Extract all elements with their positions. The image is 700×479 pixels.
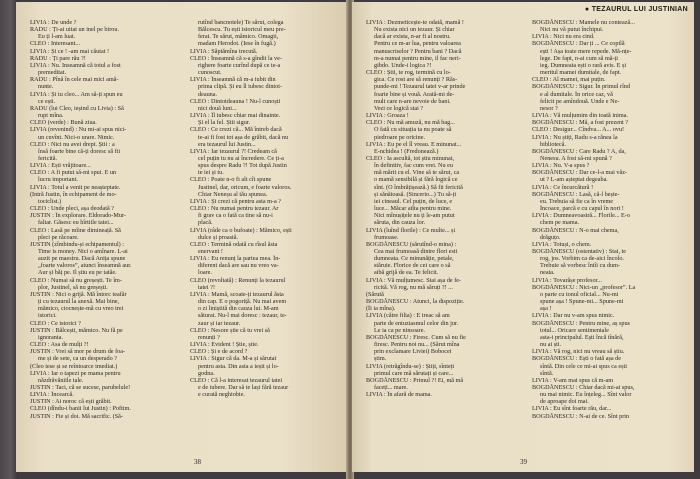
text-line: ce ești. [38, 97, 56, 105]
text-line: O fată cu situația ta nu poate să [374, 126, 452, 134]
text-line: LIVIA : Dar nu v-am spus nimic. [532, 312, 615, 320]
text-line: nu ai ști. [540, 341, 562, 349]
text-line: LIVIA : Înseamnă că m-a iubit din [190, 76, 276, 84]
text-line: foarte bine și vouă. Arată-mi de- [374, 90, 455, 98]
text-line: auzit pe maestru. Dacă Anița spune [38, 255, 126, 263]
text-line: din cap. E o pogoriță. Nu mai avem [198, 298, 287, 306]
text-line: ți cu tezaurul la anexă. Mai bine, [38, 298, 120, 306]
text-line: faceți... mare. [374, 383, 408, 391]
text-line: CLEO : Știi, te rog, termină cu lo- [366, 69, 451, 77]
text-line: Le ia ca pe ninsoare. [374, 326, 426, 334]
text-line: BOGDĂNESCU : Pentru mine, aș spus [532, 319, 630, 327]
text-line: CLEO : Dintotdeauna ! Nu-l cunoști [190, 97, 281, 105]
text-line: mămico, ciocnește-mă cu vreo trei [38, 305, 124, 313]
text-line: istorici. [38, 312, 57, 320]
text-line: LIVIA : Nu. Inseamnă că totul a fost [30, 61, 121, 69]
text-line: LIVIA : În afară de mama. [366, 391, 432, 399]
text-line: rog, jos. Vorbim ca de-aici încolo. [540, 255, 624, 263]
text-line: CLEO : Termină odată cu rîsul ăsta [190, 240, 278, 248]
text-line: premeditat. [38, 69, 67, 77]
text-line: spune așa ! Spune-mi... Spune-mi [540, 298, 624, 306]
text-line: LIVIA : Groaza ! [366, 112, 409, 120]
right-page-column-2 [532, 19, 688, 420]
text-line: o parte cu tonul oficial... Nu-mi [540, 290, 619, 298]
text-line: CLEO : Ce crezi că... Mă întreb dacă [190, 126, 282, 134]
text-line: CLEO : Lasă pe mîine dimineață. Să [30, 226, 121, 234]
text-line: BOGDĂNESCU : Atunci, la dispoziție. [366, 298, 465, 306]
text-line: CLEO : Înseamnă că s-a gîndit la ve- [190, 54, 282, 62]
text-line: faltar. Găsesc eu hîrtiile tatei... [38, 219, 114, 227]
text-line: placă. [198, 219, 213, 227]
text-line: Și el la fel. Știi sigur. [198, 119, 251, 127]
text-line: e al dumitale. În orice caz, vă [540, 90, 613, 98]
text-line: pleci pe răcoare. [38, 233, 79, 241]
text-line: RADU (lui Cleo, ieșind cu Livia) : Să [30, 104, 124, 112]
text-line: LIVIA : Vă mulțumim din toată inima. [532, 112, 628, 120]
text-line: JUSTIN : Fie și doi. Mă sacrific. (Să- [30, 412, 123, 420]
text-line: nesor ? [540, 104, 558, 112]
text-line: LIVIA : Și ce ! -am mai căutat ! [30, 47, 110, 55]
text-line: Încoace, parcă e cu capul în nori ! [540, 205, 624, 213]
text-line: stăruie. Florice de cei care o să [374, 262, 451, 270]
text-line: LIVIA : Nu știți, Radu s-a rănea la [532, 133, 618, 141]
text-line: CLEO : A fi putut să-mi spui. E un [30, 169, 117, 177]
text-line: drăguțo. [540, 233, 561, 241]
left-page-column-1 [30, 19, 186, 420]
text-line: dacă ar exista, n-ar fi al nostru. [374, 33, 451, 41]
text-line: LIVIA : Vă mulțumesc. Stai așa de fe- [366, 276, 462, 284]
text-line: BOGDĂNESCU : N-ai de ce. Sînt prin [532, 412, 630, 420]
text-line: nici două luni... [198, 104, 237, 112]
text-line: cel puțin tu nu ai încredere. Ce ți-a [198, 154, 284, 162]
text-line: spus despre Radu ?! Tot după Justin [198, 162, 287, 170]
text-line: LIVIA : Nu. V-a spus ? [532, 162, 590, 170]
text-line: LIVIA : Eu renunț la partea mea. În- [190, 255, 281, 263]
left-page-column-2 [190, 19, 346, 398]
text-line: LIVIA (retrăgîndu-se) : Știți, sînteți [366, 362, 455, 370]
text-line: LIVIA : Ești vrăjitoare... [30, 162, 91, 170]
text-line: godna. [198, 369, 215, 377]
text-line: LIVIA : Și crezi că pentru asta m-a ? [190, 197, 282, 205]
text-line: tatei ?! [198, 283, 216, 291]
text-line: CLEO (revoltată) : Renunți la tezaurul [190, 276, 286, 284]
text-line: LIVIA : Evident ! Știe, știe. [190, 341, 259, 349]
text-line: parte de entuziasmul celor din jur. [374, 319, 459, 327]
text-line: LIVIA : Iar o tapezi pe mama pentru [30, 369, 121, 377]
right-page-column-1 [366, 19, 522, 398]
text-line: LIVIA : Vă rog, nici nu vreau să știu. [532, 348, 625, 356]
text-line: LIVIA : Dezmeticește-te odată, mamă ! [366, 19, 464, 26]
text-line: frumoase. [374, 233, 399, 241]
text-line: te-ai fi fost tot așa de grăbit, dacă nu [198, 133, 289, 141]
left-page [16, 2, 348, 472]
text-line: (Intră Justin, în echipament de mo- [30, 190, 117, 198]
text-line: prin exclamare Liviei) Bobocei [374, 348, 452, 356]
text-line: luce... Măcar atîta pentru mine. [374, 205, 452, 213]
text-line: (Cleo iese și se reîntoarce imediat.) [30, 362, 118, 370]
text-line: LIVIA : Iar tezaurul ?! Credeam că [190, 147, 277, 155]
text-line: LIVIA : Mamă, scoate-ți tezaurul ăsta [190, 290, 284, 298]
text-line: Vezi ce logică stai ? [374, 104, 424, 112]
text-line: deauna. [198, 90, 218, 98]
text-line: ignoranta. [38, 333, 63, 341]
text-line: BOGDĂNESCU (sărutînd-o mina) : [366, 240, 457, 248]
text-line: me și de sete, ca un desperado ? [38, 355, 118, 363]
text-line: LIVIA : Eu sînt foarte rău, dar... [532, 405, 612, 413]
text-line: săturat. Nu-l mai doresc : tezaur, te- [198, 312, 287, 320]
text-line: JUSTIN (zîmbindu-și echipamentul) : [30, 240, 124, 248]
text-line: BOGDĂNESCU (ostentativ) : Stai, te [532, 248, 627, 255]
text-line: BOGDĂNESCU : Lasă, că-l bește- [532, 190, 620, 198]
text-line: nu mai nimic. Eu înțeleg... Sînt valor [540, 391, 632, 399]
text-line: BOGDĂNESCU : Sigur. În primul rînd [532, 83, 630, 91]
text-line: RADU : Ți pare rău ?! [30, 54, 86, 62]
text-line: meritul mamei dumitale, de fapt. [540, 69, 622, 77]
text-line: Trebuie să vorbesc întîi cu dum- [540, 262, 621, 270]
text-line: fericită. [38, 154, 58, 162]
text-line: enervant ! [198, 248, 223, 255]
text-line: BOGDĂNESCU : Dar ce-l-a mai văz- [532, 169, 628, 177]
text-line: LIVIA (revenind) : Nu mi-ai spus nici- [30, 126, 127, 134]
text-line: LIVIA : De unde ? [30, 19, 77, 26]
text-line: neata. [540, 269, 555, 277]
text-line: rupt mîna. [38, 112, 64, 120]
text-line: LIVIA : Săptămîna trecută. [190, 47, 258, 55]
text-line: righere foarte curînd după ce te-a [198, 61, 281, 69]
text-line: Justinel, dar, oricum, e foarte valoros. [198, 183, 292, 191]
text-line: LIVIA : Dumneavoastră... Florile... E-o [532, 212, 630, 220]
text-line: LIVIA : Îl iubesc chiar mai dinainte. [190, 112, 281, 120]
text-line: aibă grijă de ea. Te felicit. [374, 269, 439, 277]
text-line: (Îi ia mîna). [366, 305, 396, 313]
text-line: Nu exista nici un tezaur. Și chiar [374, 26, 455, 34]
text-line: CLEO : Și e de acord ? [190, 348, 248, 356]
text-line: madam Herodot. (Iese în fugă.) [198, 40, 276, 48]
text-line: JUSTIN : Ai noroc că ești grăbit. [30, 398, 112, 406]
text-line: E-nchidea ! (Fredonează.) [374, 147, 439, 155]
text-line: dulce și proastă. [198, 233, 239, 241]
text-line: ferat. Te sărut, mămico. Omagii, [198, 33, 279, 41]
text-line: tociclist.) [38, 197, 62, 205]
text-line: cunoscut. [198, 69, 222, 77]
text-line: CLEO (dîndu-i banii lui Justin) : Poftim. [30, 405, 131, 413]
text-line: Bălcescu. Tu ești istoricul meu pre- [198, 26, 286, 34]
text-line: JUSTIN : În explorare. Eldorado-Mur- [30, 212, 126, 220]
text-line: ești ! Așa toate mere repede. Mă-nțe- [540, 47, 632, 55]
text-line: CLEO : Poate n-o fi alt cît spune [190, 176, 272, 184]
text-line: asta-i principalul. Ești încă tînără, [540, 333, 624, 341]
text-line: LIVIA : Nici nu era cind. [532, 33, 595, 41]
text-line: CLEO : Al mamei, mai puțin. [532, 76, 606, 84]
text-line: Nici mînușițele nu ți le-am putut [374, 212, 455, 220]
text-line: de aproape doi mai. [540, 398, 589, 406]
text-line: LIVIA (luînd florile) : Ce multe... și [366, 226, 456, 234]
text-line: pentru asta. Din asta a ieșit și lo- [198, 362, 279, 370]
text-line: JUSTIN : Bălcești, mămico. Nu fă pe [30, 326, 123, 334]
text-line: BOGDĂNESCU : Chiar dacă mi-ai spus, [532, 383, 635, 391]
text-line: dumneata. Ce minunăție, petale, [374, 255, 454, 263]
text-line: e curată neghiobie. [198, 391, 245, 399]
text-line: (Sărută [366, 290, 384, 298]
text-line: bibliotecă. [540, 140, 566, 148]
text-line: CLEO : Interesant... [30, 40, 81, 48]
text-line: CLEO : Nu mă amuză, nu mă bag... [366, 119, 455, 127]
text-line: BOGDĂNESCU : Care Radu ? A, da, [532, 147, 626, 155]
text-line: Eu ți l-am luat. [38, 33, 76, 41]
text-line: Time is money. Nici o amînare. L-ai [38, 248, 128, 255]
text-line: LIVIA : Ce încurcătură ! [532, 183, 594, 191]
text-line: gica. Ce rost are să renunți ? Răs- [374, 76, 458, 84]
text-line: un cuvînt. Nici-o urare. Nimic. [38, 133, 115, 141]
text-line: LIVIA (către filia) : E ireac să am [366, 312, 450, 320]
text-line: Nenesu. A fost să-mi spună ? [540, 154, 612, 162]
text-line: LIVIA (râde ca o bufoate) : Mămico, ești [190, 226, 292, 234]
text-line: LIVIA : Încearcă. [30, 391, 74, 399]
text-line: JUSTIN : Nici o grijă. Mă întorc teafăr [30, 290, 127, 298]
text-line: LIVIA : Și tu cleo... Am să-ți spun eu [30, 90, 123, 98]
text-line: zaur și iar tezaur. [198, 319, 241, 327]
text-line: BOGDĂNESCU : Primul ?! Ei, mă mă [366, 376, 464, 384]
text-line: BOGDĂNESCU : Firesc. Cum să nu fie [366, 333, 466, 341]
text-line: fi grav ca o fată ca tine să nu-i [198, 212, 273, 220]
text-line: LIVIA : Sigur că da. M-a și sărutat [190, 355, 277, 363]
right-page [352, 2, 694, 472]
text-line: era tezaurul lui Justin... [198, 140, 256, 148]
text-line: săruta, din cauza lor. [374, 219, 426, 227]
text-line: punde-mi ! Tezaurul tatei v-ar prinde [374, 83, 466, 91]
text-line: CLEO : Ce istorici ? [30, 319, 81, 327]
text-line: Aur și băț pe. Il știu eu pe tatăe. [38, 269, 117, 277]
text-line: CLEO : Că l-a interesat tezaurul tatei [190, 376, 283, 384]
text-line: e de iubere. Dar să te lași fără tezaur [198, 383, 289, 391]
text-line: firesc. Pentru noi nu... (Sărut mîna [374, 341, 460, 349]
text-line: Cea mai frumoasă dintre flori esti [374, 248, 458, 255]
text-line: LIVIA : V-am mai spus că m-am [532, 376, 614, 384]
text-line: totul... Oricare sentimentale [540, 326, 609, 334]
text-line: Chiar Neneșu al tău spunea. [198, 190, 268, 198]
text-line: „foarte valoros”, atunci înseamnă aur. [38, 262, 132, 270]
text-line: mă mărit cu el. Vine să te sărut, ca [374, 169, 460, 177]
text-line: primul care mă sărutați și care... [374, 369, 454, 377]
text-line: sîntă. [540, 369, 554, 377]
text-line: lucru important. [38, 176, 78, 184]
text-line: LIVIA : Tovarășe profesor... [532, 276, 602, 284]
text-line: ut ? L-am așteptat degeaba. [540, 176, 608, 184]
text-line: știm. [374, 355, 387, 363]
text-line: RADU : Ți-ai uitat un inel pe birou. [30, 26, 120, 34]
text-line: mult care n-are nevoie de bani. [374, 97, 451, 105]
left-page-number: 38 [194, 458, 201, 466]
text-line: în definitiv, fac cum vrei. Nu eu [374, 162, 453, 170]
text-line: manuscriselor ? Pentru bani ? Dacă [374, 47, 462, 55]
text-line: Pentru ce m-ar lua, pentru valoarea [374, 40, 461, 48]
text-line: BOGDĂNESCU : Ești o fată așa de [532, 355, 622, 363]
text-line: CLEO : Ia ascultă, tot știu minunat, [366, 154, 454, 162]
text-line: diferent dacă are sau nu vreo va- [198, 262, 279, 270]
text-line: RADU : Pînă în cele mai mici amă- [30, 76, 119, 84]
text-line: BOGDĂNESCU : Dar ți ... Ce copilă [532, 40, 625, 48]
text-line: CLEO : Unde pleci, așa deodată ? [30, 205, 115, 213]
text-line: sîntă. Din cele ce mi-ai spus ca ești [540, 362, 627, 370]
text-line: lege. De fapt, n-ai cum să mă-ți [540, 54, 618, 62]
text-line: plor, Justinel, să nu greșești. [38, 283, 108, 291]
text-line: năzdrăvăniile tale. [38, 376, 84, 384]
text-line: renunți ? [198, 333, 220, 341]
text-line: LIVIA : Totul a venit pe neașteptate. [30, 183, 121, 191]
text-line: prima clipă. Și eu îl iubesc dintot- [198, 83, 283, 91]
text-line: felicit pe amîndouă. Unde e Ne- [540, 97, 620, 105]
text-line: piedroare pe oricine. [374, 133, 426, 141]
text-line: așa ! [540, 305, 552, 313]
text-line: CLEO : Nici nu avei drept. Știi : a [30, 140, 115, 148]
text-line: și sănătoasă. (Sincerio...) Tu să-ți [374, 190, 457, 198]
text-line: LIVIA : Totuși, o chem. [532, 240, 592, 248]
text-line: CLEO : Asa de mulți ?! [30, 341, 89, 349]
text-line: CLEO : Nu numai pentru tezaur. Ar [190, 205, 279, 213]
text-line: chem pe mama. [540, 219, 579, 227]
text-line: eu. Trebuia să fie ca în vreme [540, 197, 614, 205]
text-line: Nici nu vă putut închipui. [540, 26, 604, 34]
text-line: loare. [198, 269, 212, 277]
text-line: sînt. (O îmbrățișează.) Să fii fericită [374, 183, 463, 191]
text-line: CLEO : Numai să nu greșești. Te îm- [30, 276, 122, 284]
text-line: gibdo. Unde-i logica ?! [374, 61, 432, 69]
text-line: LIVIA : Eu pe el îl vreau. E minunat... [366, 140, 462, 148]
text-line: BOGDĂNESCU : N-o mai chema, [532, 226, 619, 234]
text-line: m-a numai pentru mine, il fac neri- [374, 54, 461, 62]
text-line: CLEO : Desigur... Cîndva... A... ovu! [532, 126, 625, 134]
text-line: BOGDĂNESCU : Nici-un „profesor”. La [532, 283, 636, 291]
running-header: ● TEZAURUL LUI JUSTINIAN [584, 6, 688, 13]
text-line: BOGDĂNESCU : Mă, a fost prezent ? [532, 119, 629, 127]
text-line: o zi liniștită din cauza lui. M-am [198, 305, 279, 313]
text-line: însă foarte bine că-ți doresc să fii [38, 147, 121, 155]
text-line: te iei și tu. [198, 169, 224, 177]
text-line: JUSTIN : Taci, că se sucese, parubelule! [30, 383, 131, 391]
text-line: ieg. Dumneata ești o rară avis. E și [540, 61, 627, 69]
text-line: ricită. Vă rog, nu mă săruți ?! ... [374, 283, 453, 291]
text-line: nunte. [38, 83, 54, 91]
text-line: BOGDĂNESCU : Mamele nu contează... [532, 19, 635, 26]
text-line: CLEO : Nesore știe că tu vrei să [190, 326, 270, 334]
text-line: JUSTIN : Vrei să mor pe drum de foa- [30, 348, 126, 356]
text-line: iei cineaul. Cel puțin, de luce, e [374, 197, 453, 205]
text-line: o mamă sensibilă și fără logică ce [374, 176, 458, 184]
text-line: rutînd bancnotele) Te sărut, colega [198, 19, 284, 26]
right-page-number: 39 [520, 458, 527, 466]
text-line: CLEO (verde) : Bună ziua. [30, 119, 97, 127]
